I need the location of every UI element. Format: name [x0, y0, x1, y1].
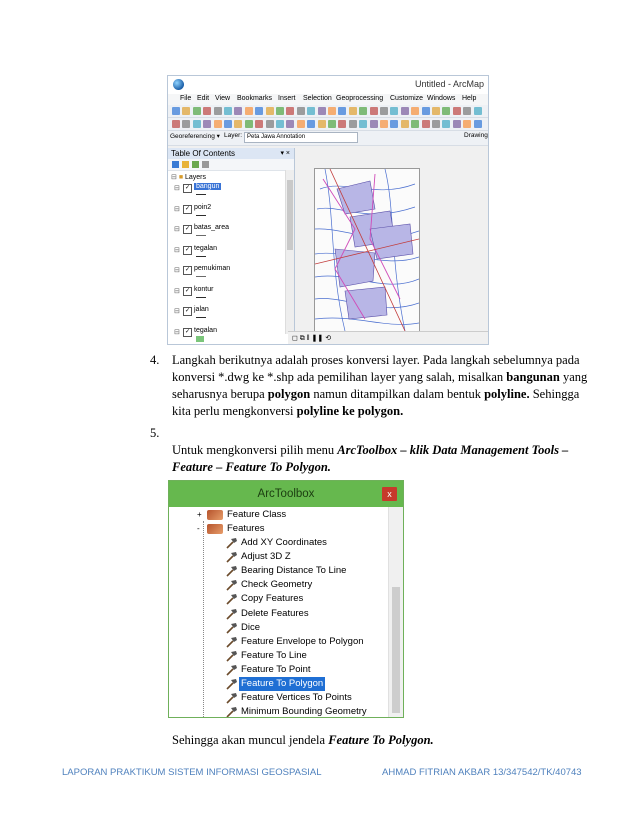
- toc-layer-item[interactable]: [174, 244, 284, 266]
- hammer-icon: [225, 678, 239, 690]
- toolbar-tool-icon[interactable]: [307, 107, 315, 115]
- toc-layer-item[interactable]: [174, 264, 284, 286]
- term-polyline: polyline.: [484, 387, 530, 401]
- toolbar-tool-icon[interactable]: [255, 120, 263, 128]
- toolbar-tool-icon[interactable]: [474, 120, 482, 128]
- list-by-source-icon[interactable]: [182, 161, 189, 168]
- close-button[interactable]: x: [382, 487, 397, 501]
- layer-name[interactable]: jalan: [194, 306, 209, 313]
- step-4-text: Langkah berikutnya adalah proses konversi layer. Pada langkah sebelumnya pada konversi *.dwg ke *.shp ada pemilihan layer yang salah, misalkan bangunan yang seharusnya berupa polygon namun ditampilkan dalam bentuk polyline. Sehingga kita perlu mengkonversi polyline ke polygon.: [172, 353, 588, 418]
- hammer-icon: [225, 622, 239, 634]
- layer-symbol: [196, 194, 206, 195]
- tools-toolbar: [168, 118, 488, 131]
- arctoolbox-window: ArcToolbox x + Feature Class - Features Add XY Coordinates Adjust 3D Z Bearing Distance To Line Check Geometry Copy Features Delete Features Dice Feature Envelope to Polygon Feature To Line Feature To Point Feature To Polygon Feature Vertices To Points Minimum Bounding Geometry: [168, 480, 404, 718]
- menu-selection[interactable]: Selection: [303, 95, 332, 102]
- hammer-icon: [225, 593, 239, 605]
- toolbar-tool-icon[interactable]: [401, 120, 409, 128]
- layer-visibility-checkbox[interactable]: ✓: [184, 205, 191, 212]
- toolbar-tool-icon[interactable]: [328, 107, 336, 115]
- hammer-icon: [225, 636, 239, 648]
- hammer-icon: [225, 551, 239, 563]
- footer-report-title: LAPORAN PRAKTIKUM SISTEM INFORMASI GEOSPASIAL: [62, 767, 322, 778]
- layer-visibility-checkbox[interactable]: ✓: [184, 287, 191, 294]
- toolbar-tool-icon[interactable]: [203, 107, 211, 115]
- toolbar-tool-icon[interactable]: [349, 107, 357, 115]
- tool-label[interactable]: Check Geometry: [241, 579, 313, 591]
- tool-label[interactable]: Bearing Distance To Line: [241, 565, 347, 577]
- toolbar-tool-icon[interactable]: [172, 120, 180, 128]
- toolbar-tool-icon[interactable]: [370, 120, 378, 128]
- window-name: Feature To Polygon.: [328, 733, 434, 747]
- table-of-contents: [168, 148, 295, 344]
- toolbar-tool-icon[interactable]: [401, 107, 409, 115]
- toolbar-tool-icon[interactable]: [193, 120, 201, 128]
- toc-layer-item[interactable]: [174, 305, 284, 327]
- tool-label[interactable]: Copy Features: [241, 593, 304, 605]
- collapse-icon[interactable]: ⊟: [174, 287, 180, 295]
- toolbar-tool-icon[interactable]: [359, 120, 367, 128]
- step-5-text: Untuk mengkonversi pilih menu ArcToolbox – klik Data Management Tools – Feature – Feature To Polygon.: [172, 443, 569, 474]
- tool-label[interactable]: Dice: [241, 621, 261, 633]
- layer-symbol: [196, 336, 204, 342]
- scrollbar-thumb[interactable]: [392, 587, 400, 713]
- hammer-icon: [225, 537, 239, 549]
- toc-title: Table Of Contents: [171, 149, 236, 158]
- hammer-icon: [225, 579, 239, 591]
- layer-symbol: [196, 256, 206, 257]
- toolbar-tool-icon[interactable]: [245, 120, 253, 128]
- standard-toolbar: [168, 105, 488, 118]
- toolbar-tool-icon[interactable]: [442, 107, 450, 115]
- list-by-visibility-icon[interactable]: [192, 161, 199, 168]
- hammer-icon: [225, 608, 239, 620]
- toolbox-scrollbar[interactable]: [388, 507, 403, 717]
- toolbar-tool-icon[interactable]: [276, 107, 284, 115]
- toc-layer-item[interactable]: [174, 203, 284, 225]
- layer-name[interactable]: kontur: [194, 285, 214, 293]
- step-4-number: 4.: [150, 353, 160, 367]
- toolbar-tool-icon[interactable]: [390, 107, 398, 115]
- toolbar-tool-icon[interactable]: [349, 120, 357, 128]
- layer-name[interactable]: poin2: [194, 203, 212, 211]
- toolbar-tool-icon[interactable]: [453, 107, 461, 115]
- hammer-icon: [225, 650, 239, 662]
- collapse-icon[interactable]: ⊟: [174, 246, 180, 254]
- arcmap-menubar: [168, 94, 488, 105]
- toolbar-tool-icon[interactable]: [359, 107, 367, 115]
- tool-label[interactable]: Add XY Coordinates: [241, 537, 327, 548]
- layer-symbol: [196, 276, 206, 277]
- toolbar-tool-icon[interactable]: [286, 107, 294, 115]
- menu-windows[interactable]: Windows: [427, 95, 456, 102]
- toolbar-tool-icon[interactable]: [182, 107, 190, 115]
- layer-name[interactable]: tegalan: [194, 326, 217, 334]
- toolbar-tool-icon[interactable]: [224, 107, 232, 115]
- toolbar-tool-icon[interactable]: [463, 120, 471, 128]
- georeferencing-toolbar: [168, 131, 488, 146]
- toolbar-tool-icon[interactable]: [286, 120, 294, 128]
- map-view-controls[interactable]: ◻ ⧉ ‖ ❚❚ ⟲: [288, 331, 488, 345]
- toc-layer-item[interactable]: [174, 182, 284, 204]
- toolbar-tool-icon[interactable]: [432, 120, 440, 128]
- footer-author: AHMAD FITRIAN AKBAR 13/347542/TK/40743: [382, 767, 582, 778]
- toolbox-icon: [207, 524, 223, 534]
- menu-geoprocessing[interactable]: Geoprocessing: [336, 95, 384, 102]
- tree-connector: [203, 521, 205, 717]
- toolbar-tool-icon[interactable]: [422, 120, 430, 128]
- toolbar-tool-icon[interactable]: [380, 120, 388, 128]
- toc-scrollbar[interactable]: [285, 170, 294, 334]
- layer-symbol: [196, 297, 206, 298]
- toc-layer-item[interactable]: [174, 223, 284, 245]
- collapse-icon[interactable]: ⊟: [174, 226, 180, 233]
- toolbar-tool-icon[interactable]: [203, 120, 211, 128]
- map-display[interactable]: [314, 168, 420, 332]
- toolbox-icon: [207, 510, 223, 520]
- arcmap-titlebar: [168, 76, 488, 94]
- toolbar-tool-icon[interactable]: [266, 120, 274, 128]
- toolbar-tool-icon[interactable]: [328, 120, 336, 128]
- tool-label[interactable]: Adjust 3D Z: [241, 551, 291, 563]
- menu-bookmarks[interactable]: Bookmarks: [237, 95, 273, 102]
- toolbar-tool-icon[interactable]: [307, 120, 315, 128]
- hammer-icon: [225, 692, 239, 704]
- toc-layer-item[interactable]: [174, 285, 284, 307]
- toolbar-tool-icon[interactable]: [422, 107, 430, 115]
- tool-label[interactable]: Feature To Polygon: [241, 678, 324, 689]
- toolbar-tool-icon[interactable]: [182, 120, 190, 128]
- toolbar-tool-icon[interactable]: [370, 107, 378, 115]
- toolbar-tool-icon[interactable]: [411, 107, 419, 115]
- hammer-icon: [225, 565, 239, 577]
- toolbar-tool-icon[interactable]: [297, 107, 305, 115]
- map-canvas: [315, 169, 419, 331]
- layer-symbol: [196, 317, 206, 318]
- step-5-number: 5.: [150, 426, 160, 440]
- layers-root[interactable]: ⊟ ■ Layers: [171, 174, 207, 181]
- toc-header: [168, 148, 294, 159]
- expand-icon[interactable]: +: [197, 510, 202, 519]
- toolbar-tool-icon[interactable]: [390, 120, 398, 128]
- toolbar-tool-icon[interactable]: [214, 120, 222, 128]
- menu-help[interactable]: Help: [462, 95, 477, 102]
- tool-label[interactable]: Feature Envelope to Polygon: [241, 635, 364, 647]
- menu-view[interactable]: View: [215, 95, 231, 102]
- georef-layer-combo[interactable]: Peta Jawa Annotation: [244, 132, 358, 143]
- layer-symbol: [196, 235, 206, 236]
- hammer-icon: [225, 664, 239, 676]
- toolbar-tool-icon[interactable]: [463, 107, 471, 115]
- layer-visibility-checkbox[interactable]: ✓: [184, 328, 191, 335]
- collapse-icon[interactable]: ⊟: [174, 185, 180, 192]
- layer-name[interactable]: pemukiman: [194, 265, 231, 272]
- toolbar-tool-icon[interactable]: [380, 107, 388, 115]
- toolbar-tool-icon[interactable]: [442, 120, 450, 128]
- menu-file[interactable]: File: [180, 95, 192, 102]
- toolbar-tool-icon[interactable]: [172, 107, 180, 115]
- toc-layer-item[interactable]: [174, 326, 284, 346]
- list-by-drawing-order-icon[interactable]: [172, 161, 179, 168]
- final-sentence: Sehingga akan muncul jendela Feature To Polygon.: [172, 733, 434, 747]
- collapse-icon[interactable]: -: [197, 524, 200, 533]
- layer-visibility-checkbox[interactable]: ✓: [184, 308, 191, 314]
- layer-symbol: [196, 215, 206, 216]
- toolbar-tool-icon[interactable]: [234, 107, 242, 115]
- arcmap-app-icon: [173, 79, 184, 90]
- collapse-icon[interactable]: ⊟: [174, 328, 180, 336]
- toolbar-tool-icon[interactable]: [474, 107, 482, 115]
- georeferencing-menu[interactable]: Georeferencing ▾: [170, 133, 220, 140]
- arcmap-screenshot: [167, 75, 489, 345]
- menu-insert[interactable]: Insert: [278, 95, 296, 102]
- layer-visibility-checkbox[interactable]: ✓: [184, 246, 191, 253]
- layer-name[interactable]: tegalan: [194, 244, 217, 252]
- toolbar-tool-icon[interactable]: [276, 120, 284, 128]
- toolbar-tool-icon[interactable]: [318, 107, 326, 115]
- toolbar-tool-icon[interactable]: [214, 107, 222, 115]
- drawing-menu[interactable]: Drawing: [464, 132, 488, 139]
- toolbar-tool-icon[interactable]: [318, 120, 326, 128]
- menu-edit[interactable]: Edit: [197, 95, 210, 102]
- toolbar-tool-icon[interactable]: [234, 120, 242, 128]
- tool-label[interactable]: Feature Vertices To Points: [241, 692, 352, 704]
- toc-pin-close[interactable]: ▾ ×: [280, 150, 290, 157]
- layer-visibility-checkbox[interactable]: ✓: [184, 226, 191, 232]
- toolbar-tool-icon[interactable]: [338, 107, 346, 115]
- layer-visibility-checkbox[interactable]: ✓: [184, 185, 191, 191]
- toolbar-tool-icon[interactable]: [224, 120, 232, 128]
- toolbar-tool-icon[interactable]: [245, 107, 253, 115]
- collapse-icon[interactable]: ⊟: [174, 267, 180, 274]
- term-polygon: polygon: [267, 387, 311, 401]
- arctoolbox-title: ArcToolbox: [169, 481, 403, 507]
- term-bangunan: bangunan: [506, 370, 560, 384]
- tool-label[interactable]: Minimum Bounding Geometry: [241, 706, 367, 718]
- menu-customize[interactable]: Customize: [390, 95, 424, 102]
- layer-name[interactable]: batas_area: [194, 224, 230, 231]
- layer-name[interactable]: bangun: [196, 183, 220, 190]
- toolbar-tool-icon[interactable]: [266, 107, 274, 115]
- toc-toolbar: [168, 159, 294, 171]
- tool-label[interactable]: Feature To Line: [241, 649, 307, 661]
- layer-label: Layer:: [224, 132, 243, 139]
- arcmap-window-title: Untitled - ArcMap: [414, 79, 484, 89]
- toolbar-tool-icon[interactable]: [193, 107, 201, 115]
- list-by-selection-icon[interactable]: [202, 161, 209, 168]
- term-polyline-ke-polygon: polyline ke polygon.: [296, 404, 404, 418]
- menu-path: ArcToolbox – klik Data Management Tools – Feature – Feature To Polygon.: [172, 443, 569, 474]
- hammer-icon: [225, 706, 239, 718]
- toolbar-tool-icon[interactable]: [297, 120, 305, 128]
- toolbar-tool-icon[interactable]: [453, 120, 461, 128]
- tool-label[interactable]: Feature To Point: [241, 663, 311, 675]
- toolbar-tool-icon[interactable]: [411, 120, 419, 128]
- tool-label[interactable]: Delete Features: [241, 607, 309, 619]
- collapse-icon[interactable]: ⊟: [174, 308, 180, 315]
- collapse-icon[interactable]: ⊟: [174, 205, 180, 213]
- toolbar-tool-icon[interactable]: [255, 107, 263, 115]
- toolbar-tool-icon[interactable]: [338, 120, 346, 128]
- layer-visibility-checkbox[interactable]: ✓: [184, 267, 191, 273]
- toolbar-tool-icon[interactable]: [432, 107, 440, 115]
